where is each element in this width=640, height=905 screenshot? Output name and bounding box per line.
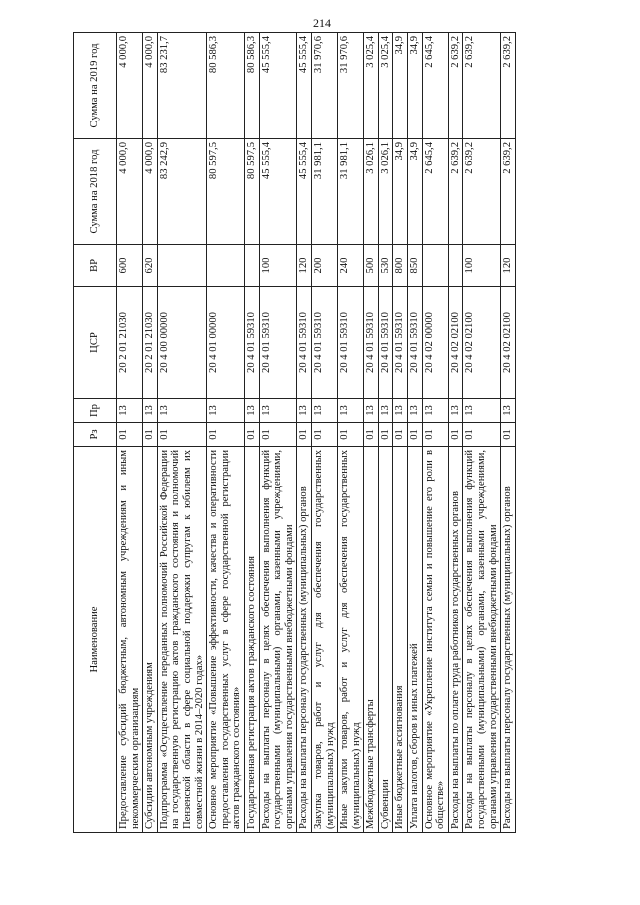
cell-vr: 120 [297,245,312,287]
cell-sum-2018: 4 000,0 [143,139,158,245]
cell-name: Предоставление субсидий бюджетным, автономным учреждениям и иным некоммерческим организациям [117,447,143,833]
cell-pr: 13 [311,399,337,423]
cell-sum-2018: 45 555,4 [297,139,312,245]
cell-sum-2019: 31 970,6 [311,33,337,139]
table-row [117,33,143,833]
cell-rz: 01 [448,423,463,447]
cell-csr: 20 2 01 21030 [143,287,158,399]
cell-sum-2018: 80 597,5 [207,139,245,245]
cell-pr: 13 [207,399,245,423]
cell-sum-2018: 83 242,9 [157,139,206,245]
cell-name: Основное мероприятие «Укрепление института семьи и повышение его роли в обществе» [422,447,448,833]
cell-rz: 01 [244,423,259,447]
cell-pr: 13 [117,399,143,423]
cell-sum-2019: 80 586,3 [207,33,245,139]
header-vr: ВР [74,245,117,287]
cell-rz: 01 [378,423,393,447]
rotated-page-content [73,33,593,833]
cell-name: Расходы на выплаты персоналу в целях обеспечения выполнения функций государственными (муниципальными) органами, казенными учреждениями, органами управления государственными внебюджетными фондами [259,447,297,833]
cell-pr: 13 [422,399,448,423]
cell-rz: 01 [463,423,501,447]
cell-vr [207,245,245,287]
cell-vr: 100 [463,245,501,287]
header-sum-2018: Сумма на 2018 год [74,139,117,245]
table-row [408,33,423,833]
cell-rz: 01 [143,423,158,447]
cell-name: Подпрограмма «Осуществление переданных полномочий Российской Федерации на государственную регистрацию актов гражданского состояния и полномочий Пензенской области в сфере социальной поддержки супругам к юбилеям их совместной жизни в 2014–2020 годах» [157,447,206,833]
cell-sum-2018: 2 639,2 [501,139,516,245]
cell-csr: 20 2 01 21030 [117,287,143,399]
header-pr: Пр [74,399,117,423]
cell-pr: 13 [338,399,364,423]
cell-name: Межбюджетные трансферты [364,447,379,833]
cell-sum-2018: 31 981,1 [338,139,364,245]
cell-rz: 01 [364,423,379,447]
cell-csr: 20 4 00 00000 [157,287,206,399]
cell-sum-2018: 31 981,1 [311,139,337,245]
cell-csr: 20 4 02 02100 [501,287,516,399]
table-row [157,33,206,833]
cell-csr: 20 4 01 59310 [244,287,259,399]
cell-vr: 850 [408,245,423,287]
cell-pr: 13 [393,399,408,423]
cell-pr: 13 [408,399,423,423]
cell-sum-2019: 45 555,4 [259,33,297,139]
cell-csr: 20 4 01 59310 [311,287,337,399]
cell-sum-2018: 45 555,4 [259,139,297,245]
cell-rz: 01 [422,423,448,447]
cell-sum-2018: 2 639,2 [463,139,501,245]
cell-csr: 20 4 01 59310 [259,287,297,399]
table-row [338,33,364,833]
cell-sum-2019: 34,9 [408,33,423,139]
cell-vr [244,245,259,287]
cell-vr: 100 [259,245,297,287]
table-row [448,33,463,833]
cell-pr: 13 [364,399,379,423]
cell-name: Субсидии автономным учреждениям [143,447,158,833]
cell-sum-2019: 3 025,4 [378,33,393,139]
budget-table [73,32,516,833]
cell-pr: 13 [378,399,393,423]
cell-sum-2019: 34,9 [393,33,408,139]
cell-sum-2018: 34,9 [408,139,423,245]
cell-vr: 120 [501,245,516,287]
cell-rz: 01 [259,423,297,447]
cell-vr: 530 [378,245,393,287]
cell-rz: 01 [501,423,516,447]
cell-sum-2018: 2 639,2 [448,139,463,245]
cell-sum-2018: 4 000,0 [117,139,143,245]
table-row [378,33,393,833]
cell-pr: 13 [143,399,158,423]
cell-csr: 20 4 01 59310 [378,287,393,399]
cell-name: Расходы на выплаты персоналу государственных (муниципальных) органов [297,447,312,833]
cell-pr: 13 [259,399,297,423]
table-row [311,33,337,833]
table-row [463,33,501,833]
cell-rz: 01 [408,423,423,447]
cell-pr: 13 [157,399,206,423]
cell-sum-2019: 4 000,0 [117,33,143,139]
cell-sum-2018: 34,9 [393,139,408,245]
cell-sum-2019: 3 025,4 [364,33,379,139]
table-row [297,33,312,833]
cell-name: Уплата налогов, сборов и иных платежей [408,447,423,833]
cell-name: Государственная регистрация актов гражданского состояния [244,447,259,833]
cell-rz: 01 [338,423,364,447]
cell-pr: 13 [501,399,516,423]
cell-name: Основное мероприятие «Повышение эффективности, качества и оперативности предоставления государственных услуг в сфере государственной регистрации актов гражданского состояния» [207,447,245,833]
page-number: 214 [313,16,331,30]
cell-csr: 20 4 01 59310 [408,287,423,399]
cell-name: Закупка товаров, работ и услуг для обеспечения государственных (муниципальных) нужд [311,447,337,833]
cell-csr: 20 4 01 59310 [297,287,312,399]
cell-csr: 20 4 01 59310 [364,287,379,399]
cell-vr: 500 [364,245,379,287]
table-row [364,33,379,833]
cell-rz: 01 [393,423,408,447]
cell-vr: 200 [311,245,337,287]
cell-vr: 240 [338,245,364,287]
cell-vr [422,245,448,287]
cell-name: Иные бюджетные ассигнования [393,447,408,833]
cell-sum-2019: 83 231,7 [157,33,206,139]
cell-name: Расходы на выплаты по оплате труда работников государственных органов [448,447,463,833]
cell-sum-2019: 80 586,3 [244,33,259,139]
header-rz: Рз [74,423,117,447]
cell-name: Иные закупки товаров, работ и услуг для обеспечения государственных (муниципальных) нужд [338,447,364,833]
cell-name: Субвенции [378,447,393,833]
table-row [393,33,408,833]
cell-sum-2019: 2 639,2 [501,33,516,139]
header-sum-2019: Сумма на 2019 год [74,33,117,139]
cell-sum-2018: 3 026,1 [364,139,379,245]
cell-sum-2019: 4 000,0 [143,33,158,139]
cell-csr: 20 4 01 00000 [207,287,245,399]
table-row [422,33,448,833]
cell-rz: 01 [157,423,206,447]
cell-sum-2018: 80 597,5 [244,139,259,245]
header-name: Наименование [74,447,117,833]
cell-sum-2019: 2 639,2 [448,33,463,139]
cell-vr: 620 [143,245,158,287]
table-row [143,33,158,833]
cell-sum-2018: 3 026,1 [378,139,393,245]
cell-sum-2019: 31 970,6 [338,33,364,139]
table-header-row [74,33,117,833]
table-row [259,33,297,833]
table-row [501,33,516,833]
cell-vr: 800 [393,245,408,287]
cell-rz: 01 [297,423,312,447]
cell-vr: 600 [117,245,143,287]
cell-sum-2018: 2 645,4 [422,139,448,245]
cell-csr: 20 4 02 00000 [422,287,448,399]
table-row [207,33,245,833]
cell-rz: 01 [117,423,143,447]
cell-sum-2019: 45 555,4 [297,33,312,139]
header-csr: ЦСР [74,287,117,399]
table-row [244,33,259,833]
cell-pr: 13 [244,399,259,423]
table-body [117,33,516,833]
cell-csr: 20 4 01 59310 [393,287,408,399]
cell-vr [157,245,206,287]
cell-vr [448,245,463,287]
cell-rz: 01 [311,423,337,447]
cell-sum-2019: 2 639,2 [463,33,501,139]
cell-sum-2019: 2 645,4 [422,33,448,139]
cell-pr: 13 [448,399,463,423]
cell-rz: 01 [207,423,245,447]
cell-csr: 20 4 02 02100 [463,287,501,399]
cell-pr: 13 [463,399,501,423]
cell-pr: 13 [297,399,312,423]
cell-csr: 20 4 01 59310 [338,287,364,399]
cell-csr: 20 4 02 02100 [448,287,463,399]
cell-name: Расходы на выплаты персоналу в целях обеспечения выполнения функций государственными (муниципальными) органами, казенными учреждениями, органами управления государственными внебюджетными фондами [463,447,501,833]
cell-name: Расходы на выплаты персоналу государственных (муниципальных) органов [501,447,516,833]
